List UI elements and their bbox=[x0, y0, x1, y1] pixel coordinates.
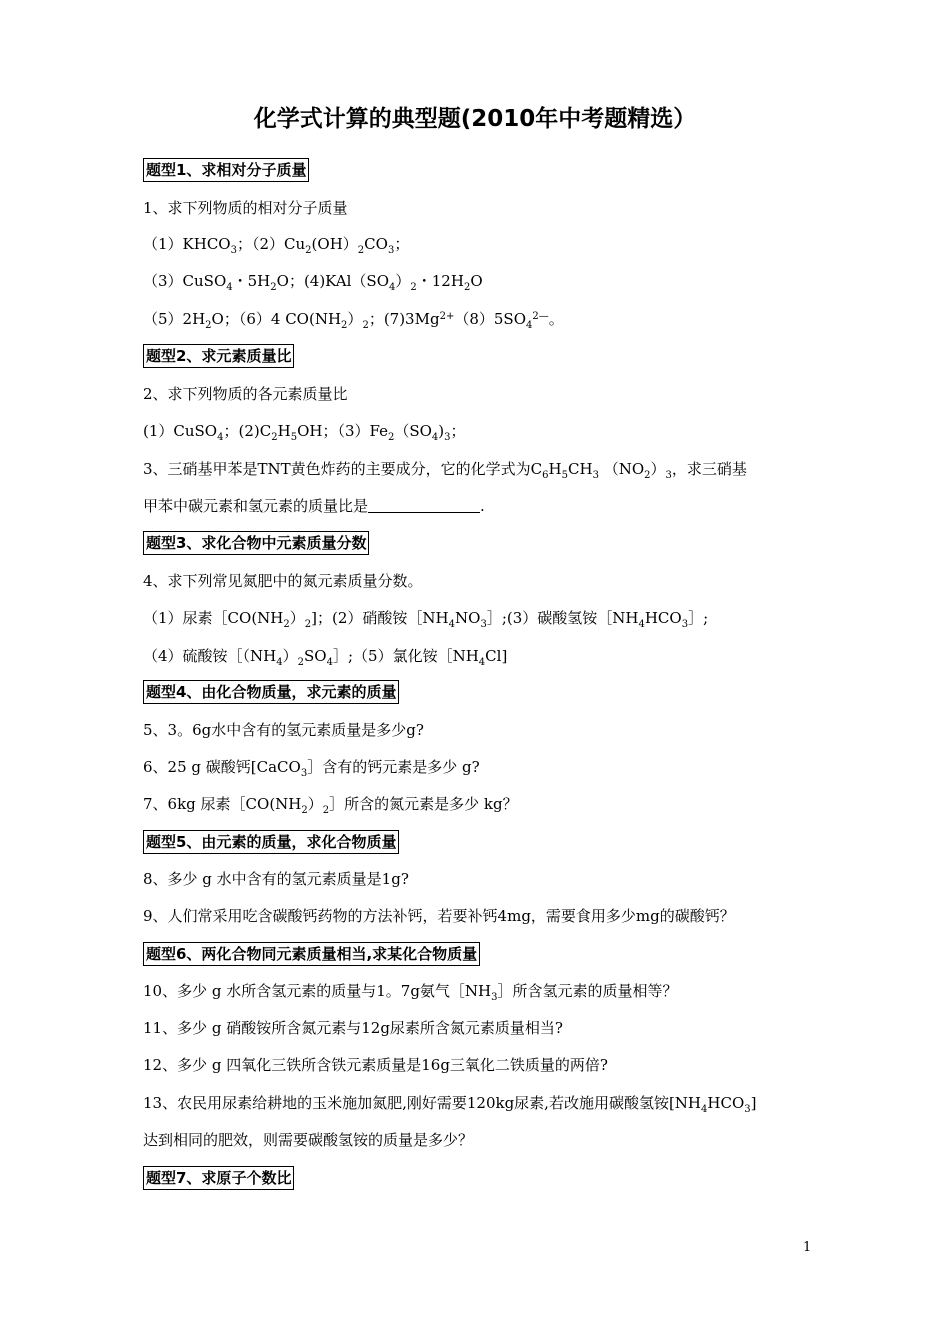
question-6: 6、25 g 碳酸钙[CaCO$_3$］含有的钙元素是多少 g? bbox=[143, 758, 480, 779]
question-10: 10、多少 g 水所含氢元素的质量与1。7g氨气$[NH_3]$所含氢元素的质量相等？ bbox=[143, 982, 678, 1003]
page-title: 化学式计算的典型题(2010年中考题精选） bbox=[253, 106, 697, 132]
question-8: 8、多少 g 水中含有的氢元素质量是1g? bbox=[143, 870, 409, 888]
question-4: 4、求下列常见氮肥中的氮元素质量分数。 bbox=[143, 572, 423, 590]
question-3-line-2: 甲苯中碳元素和氢元素的质量比是 . bbox=[143, 497, 485, 515]
answer-blank bbox=[368, 498, 480, 513]
section-heading-1: 题型1、求相对分子质量 bbox=[143, 158, 309, 182]
question-11: 11、多少 g 硝酸铵所含氮元素与12g尿素所含氮元素质量相当? bbox=[143, 1019, 563, 1037]
question-1: 1、求下列物质的相对分子质量 bbox=[143, 199, 348, 217]
question-13-line-1: 13、农民用尿素给耕地的玉米施加氮肥,刚好需要120kg尿素,若改施用碳酸氢铵$[NH_4HCO_3]$ bbox=[143, 1094, 757, 1115]
section-heading-2: 题型2、求元素质量比 bbox=[143, 344, 294, 368]
question-4-items-b: （4）硫酸铵$[(NH_4)_2SO_4];(5)$氯化铵$[NH_4Cl$] bbox=[143, 647, 508, 668]
section-heading-7: 题型7、求原子个数比 bbox=[143, 1166, 294, 1190]
question-13-line-2: 达到相同的肥效，则需要碳酸氢铵的质量是多少？ bbox=[143, 1131, 474, 1149]
question-9: 9、人们常采用吃含碳酸钙药物的方法补钙，若要补钙4mg，需要食用多少mg的碳酸钙？ bbox=[143, 907, 735, 925]
question-7: 7、6kg 尿素$[CO(NH_2)_2]$所含的氮元素是多少 kg？ bbox=[143, 795, 518, 816]
question-1-items-c: $(5)2H_2O$；（6）4 $CO(NH_2)_2$；$(7)3Mg^{2+}(8)5SO_4^{2—}$。 bbox=[143, 310, 564, 331]
question-12: 12、多少 g 四氧化三铁所含铁元素质量是16g三氧化二铁质量的两倍? bbox=[143, 1056, 608, 1074]
page-number: 1 bbox=[803, 1240, 812, 1255]
question-2: 2、求下列物质的各元素质量比 bbox=[143, 385, 348, 403]
section-heading-5: 题型5、由元素的质量，求化合物质量 bbox=[143, 830, 399, 854]
question-1-items-a: $(1)KHCO_3$；$(2)Cu_2(OH)_2CO_3$； bbox=[143, 235, 410, 256]
question-2-items: (1）CuSO$_4$；$(2)C_2H_5OH$；$(3)Fe_2(SO_4)_3$； bbox=[143, 422, 466, 443]
question-3-line-1: 3、三硝基甲苯是TNT黄色炸药的主要成分，它的化学式为$C_6H_5CH_3$ $(NO_2)_3$，求三硝基 bbox=[143, 460, 747, 481]
section-heading-3: 题型3、求化合物中元素质量分数 bbox=[143, 531, 369, 555]
question-4-items-a: （1）尿素$[CO(NH_2)_2$]；(2）硝酸铵$[NH_4NO_3];(3)$碳酸氢铵$[NH_4HCO_3]$; bbox=[143, 609, 709, 630]
question-5: 5、3。6g水中含有的氢元素质量是多少g? bbox=[143, 721, 424, 739]
question-1-items-b: （3）CuSO$_4$・$5H_2O$；$(4)KAl(SO_4)_2$・$12H_2O$ bbox=[143, 272, 483, 293]
section-heading-4: 题型4、由化合物质量，求元素的质量 bbox=[143, 680, 399, 704]
section-heading-6: 题型6、两化合物同元素质量相当,求某化合物质量 bbox=[143, 942, 480, 966]
